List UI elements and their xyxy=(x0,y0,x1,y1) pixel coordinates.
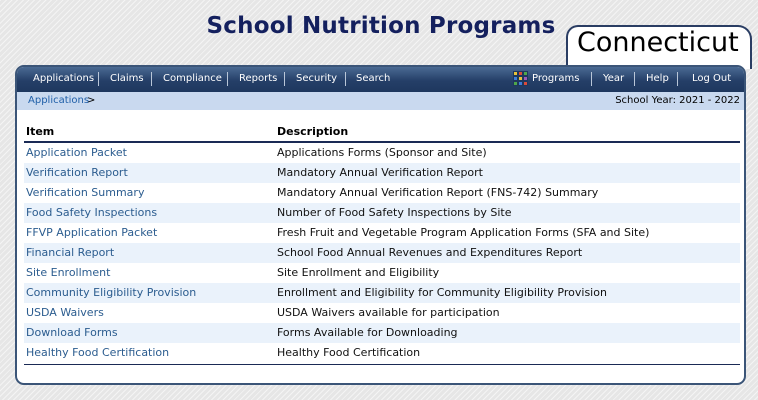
table-row xyxy=(24,323,740,343)
nav-compliance[interactable]: Compliance xyxy=(163,73,222,84)
table-row xyxy=(24,203,740,223)
table-header xyxy=(24,122,740,143)
item-description: USDA Waivers available for participation xyxy=(277,306,500,319)
nav-reports[interactable]: Reports xyxy=(239,73,278,84)
item-link[interactable]: Healthy Food Certification xyxy=(26,346,170,359)
nav-separator xyxy=(591,72,592,86)
table-row xyxy=(24,223,740,243)
item-link[interactable]: Community Eligibility Provision xyxy=(26,286,197,299)
nav-year[interactable]: Year xyxy=(603,73,625,84)
table-row xyxy=(24,283,740,303)
nav-separator xyxy=(284,72,285,86)
state-label: Connecticut xyxy=(577,27,739,58)
breadcrumb-bar xyxy=(17,92,744,110)
item-description: Enrollment and Eligibility for Community Eligibility Provision xyxy=(277,286,607,299)
nav-separator xyxy=(151,72,152,86)
item-description: School Food Annual Revenues and Expenditures Report xyxy=(277,246,583,259)
item-link[interactable]: Site Enrollment xyxy=(26,266,111,279)
table-row xyxy=(24,263,740,283)
column-header-item: Item xyxy=(26,125,55,138)
nav-claims[interactable]: Claims xyxy=(110,73,144,84)
item-link[interactable]: Verification Report xyxy=(26,166,128,179)
nav-separator xyxy=(227,72,228,86)
table-row xyxy=(24,143,740,163)
table-bottom-rule xyxy=(24,364,740,365)
top-nav-bar xyxy=(17,67,744,92)
nav-search[interactable]: Search xyxy=(356,73,391,84)
items-table xyxy=(24,122,740,365)
table-row xyxy=(24,243,740,263)
item-link[interactable]: Financial Report xyxy=(26,246,115,259)
nav-programs[interactable]: Programs xyxy=(532,73,580,84)
nav-help[interactable]: Help xyxy=(646,73,669,84)
item-description: Applications Forms (Sponsor and Site) xyxy=(277,146,487,159)
nav-security[interactable]: Security xyxy=(296,73,338,84)
breadcrumb-applications-link[interactable]: Applications xyxy=(28,95,90,106)
table-row xyxy=(24,183,740,203)
programs-grid-icon[interactable] xyxy=(513,71,528,86)
nav-log-out[interactable]: Log Out xyxy=(692,73,732,84)
table-row xyxy=(24,303,740,323)
item-link[interactable]: USDA Waivers xyxy=(26,306,104,319)
nav-separator xyxy=(634,72,635,86)
item-description: Healthy Food Certification xyxy=(277,346,421,359)
item-description: Site Enrollment and Eligibility xyxy=(277,266,440,279)
item-link[interactable]: Application Packet xyxy=(26,146,127,159)
item-link[interactable]: Download Forms xyxy=(26,326,118,339)
table-body xyxy=(24,143,740,363)
item-link[interactable]: Food Safety Inspections xyxy=(26,206,158,219)
item-description: Number of Food Safety Inspections by Site xyxy=(277,206,512,219)
nav-applications[interactable]: Applications xyxy=(33,73,95,84)
column-header-description: Description xyxy=(277,125,349,138)
breadcrumb-separator: > xyxy=(87,95,96,106)
nav-separator xyxy=(345,72,346,86)
item-description: Mandatory Annual Verification Report xyxy=(277,166,483,179)
nav-separator xyxy=(98,72,99,86)
nav-separator xyxy=(677,72,678,86)
item-link[interactable]: Verification Summary xyxy=(26,186,145,199)
site-title: School Nutrition Programs xyxy=(206,13,556,39)
item-description: Fresh Fruit and Vegetable Program Application Forms (SFA and Site) xyxy=(277,226,650,239)
item-description: Mandatory Annual Verification Report (FNS-742) Summary xyxy=(277,186,599,199)
item-link[interactable]: FFVP Application Packet xyxy=(26,226,158,239)
table-row xyxy=(24,343,740,363)
item-description: Forms Available for Downloading xyxy=(277,326,458,339)
main-panel xyxy=(15,65,746,385)
school-year-label: School Year: 2021 - 2022 xyxy=(615,95,740,106)
table-row xyxy=(24,163,740,183)
